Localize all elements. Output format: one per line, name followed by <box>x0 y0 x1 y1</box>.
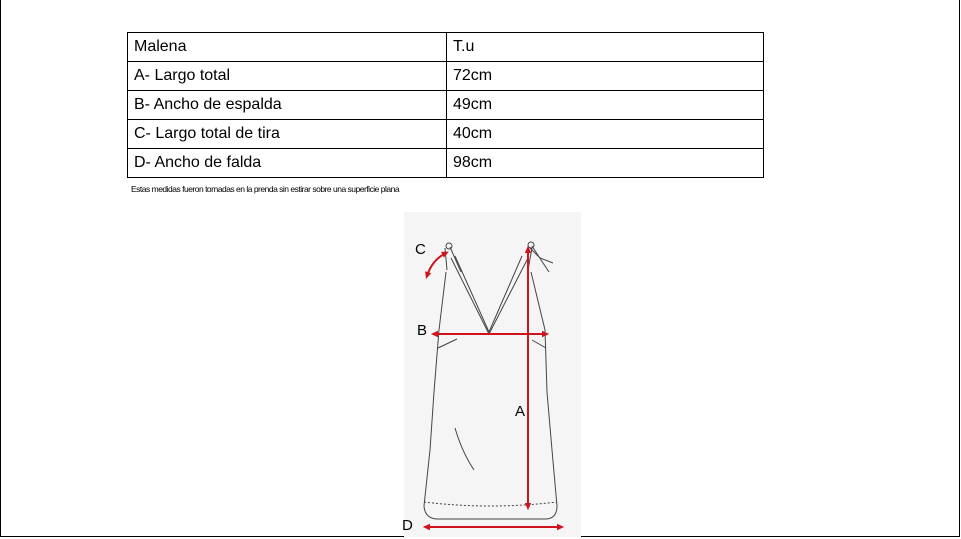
row-label: D- Ancho de falda <box>128 149 447 178</box>
drape-line <box>455 428 474 470</box>
hem-stitch <box>424 502 557 506</box>
measure-c-arrow <box>427 253 446 276</box>
header-cell-size: T.u <box>447 33 764 62</box>
row-label: B- Ancho de espalda <box>128 91 447 120</box>
right-dart <box>532 340 546 348</box>
dress-outline <box>424 242 557 519</box>
label-d: D <box>402 517 413 534</box>
row-value: 40cm <box>447 120 764 149</box>
right-tie-end <box>532 246 549 272</box>
row-value: 72cm <box>447 62 764 91</box>
left-dart <box>438 339 457 348</box>
left-strap-line <box>445 248 447 270</box>
label-b: B <box>417 322 428 339</box>
dress-body <box>424 272 557 519</box>
row-label: C- Largo total de tira <box>128 120 447 149</box>
measurement-note: Estas medidas fueron tomadas en la prenda sin estirar sobre una superficie plana <box>131 184 400 194</box>
row-value: 98cm <box>447 149 764 178</box>
header-cell-model: Malena <box>128 33 447 62</box>
v-neckline <box>455 256 522 332</box>
row-label: A- Largo total <box>128 62 447 91</box>
row-value: 49cm <box>447 91 764 120</box>
measurements <box>426 249 561 527</box>
label-c: C <box>415 241 426 258</box>
label-a: A <box>515 403 526 420</box>
left-knot <box>446 243 452 249</box>
